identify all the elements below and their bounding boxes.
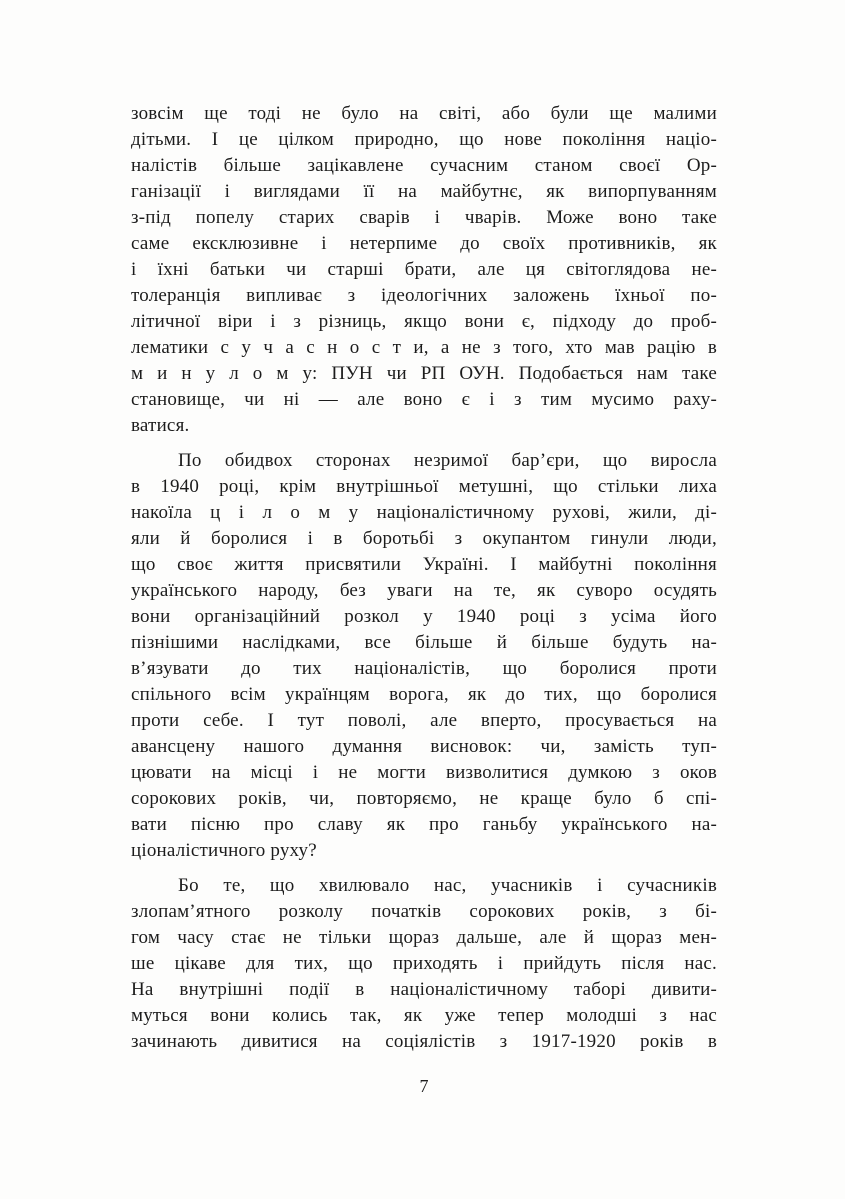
- text-line: муться вони колись так, як уже тепер молодші з нас: [131, 1005, 717, 1026]
- text-line: авансцену нашого думання висновок: чи, замість туп-: [131, 736, 717, 757]
- text-line: зачинають дивитися на соціялістів з 1917-1920 років в: [131, 1031, 717, 1052]
- text-line: проти себе. І тут поволі, але вперто, просувається на: [131, 710, 717, 731]
- text-line: лематики с у ч а с н о с т и, а не з того, хто мав рацію в: [131, 337, 717, 358]
- text-line: становище, чи ні — але воно є і з тим мусимо раху-: [131, 389, 717, 410]
- text-line: м и н у л о м у: ПУН чи РП ОУН. Подобається нам таке: [131, 363, 717, 384]
- text-line: накоїла ц і л о м у націоналістичному рухові, жили, ді-: [131, 502, 717, 523]
- text-line: гом часу стає не тільки щораз дальше, але й щораз мен-: [131, 927, 717, 948]
- text-line: сорокових років, чи, повторяємо, не краще було б спі-: [131, 788, 717, 809]
- text-line: в 1940 році, крім внутрішньої метушні, що стільки лиха: [131, 476, 717, 497]
- text-line: вони організаційний розкол у 1940 році з усіма його: [131, 606, 717, 627]
- text-line: зовсім ще тоді не було на світі, або були ще малими: [131, 103, 717, 124]
- text-line: злопам’ятного розколу початків сорокових років, з бі-: [131, 901, 717, 922]
- text-line: ціоналістичного руху?: [131, 840, 317, 861]
- text-line: яли й боролися і в боротьбі з окупантом гинули люди,: [131, 528, 717, 549]
- text-line: налістів більше зацікавлене сучасним станом своєї Ор-: [131, 155, 717, 176]
- text-line: толеранція випливає з ідеологічних заложень їхньої по-: [131, 285, 717, 306]
- text-line: дітьми. І це цілком природно, що нове покоління націо-: [131, 129, 717, 150]
- text-line: спільного всім українцям ворога, як до тих, що боролися: [131, 684, 717, 705]
- text-line: цювати на місці і не могти визволитися думкою з оков: [131, 762, 717, 783]
- page-number: 7: [419, 1076, 429, 1096]
- text-line: з-під попелу старих сварів і чварів. Може воно таке: [131, 207, 717, 228]
- text-line: ганізації і виглядами її на майбутнє, як випорпуванням: [131, 181, 717, 202]
- text-line: і їхні батьки чи старші брати, але ця світоглядова не-: [131, 259, 717, 280]
- text-line: вати пісню про славу як про ганьбу українського на-: [131, 814, 717, 835]
- text-line: в’язувати до тих націоналістів, що боролися проти: [131, 658, 717, 679]
- text-line: що своє життя присвятили Україні. І майбутні покоління: [131, 554, 717, 575]
- text-line: На внутрішні події в націоналістичному таборі дивити-: [131, 979, 717, 1000]
- text-line: ше цікаве для тих, що приходять і прийдуть після нас.: [131, 953, 717, 974]
- text-line: літичної віри і з різниць, якщо вони є, підходу до проб-: [131, 311, 717, 332]
- text-line: пізнішими наслідками, все більше й більше будуть на-: [131, 632, 717, 653]
- text-line: ватися.: [131, 415, 190, 436]
- text-line: українського народу, без уваги на те, як суворо осудять: [131, 580, 717, 601]
- text-line: По обидвох сторонах незримої бар’єри, що виросла: [178, 450, 717, 471]
- text-line: саме ексклюзивне і нетерпиме до своїх противників, як: [131, 233, 717, 254]
- text-block: [131, 101, 717, 1055]
- paragraph: [131, 873, 717, 1055]
- paragraph: [131, 101, 717, 439]
- text-line: Бо те, що хвилювало нас, учасників і сучасників: [178, 875, 717, 896]
- paragraph: [131, 448, 717, 864]
